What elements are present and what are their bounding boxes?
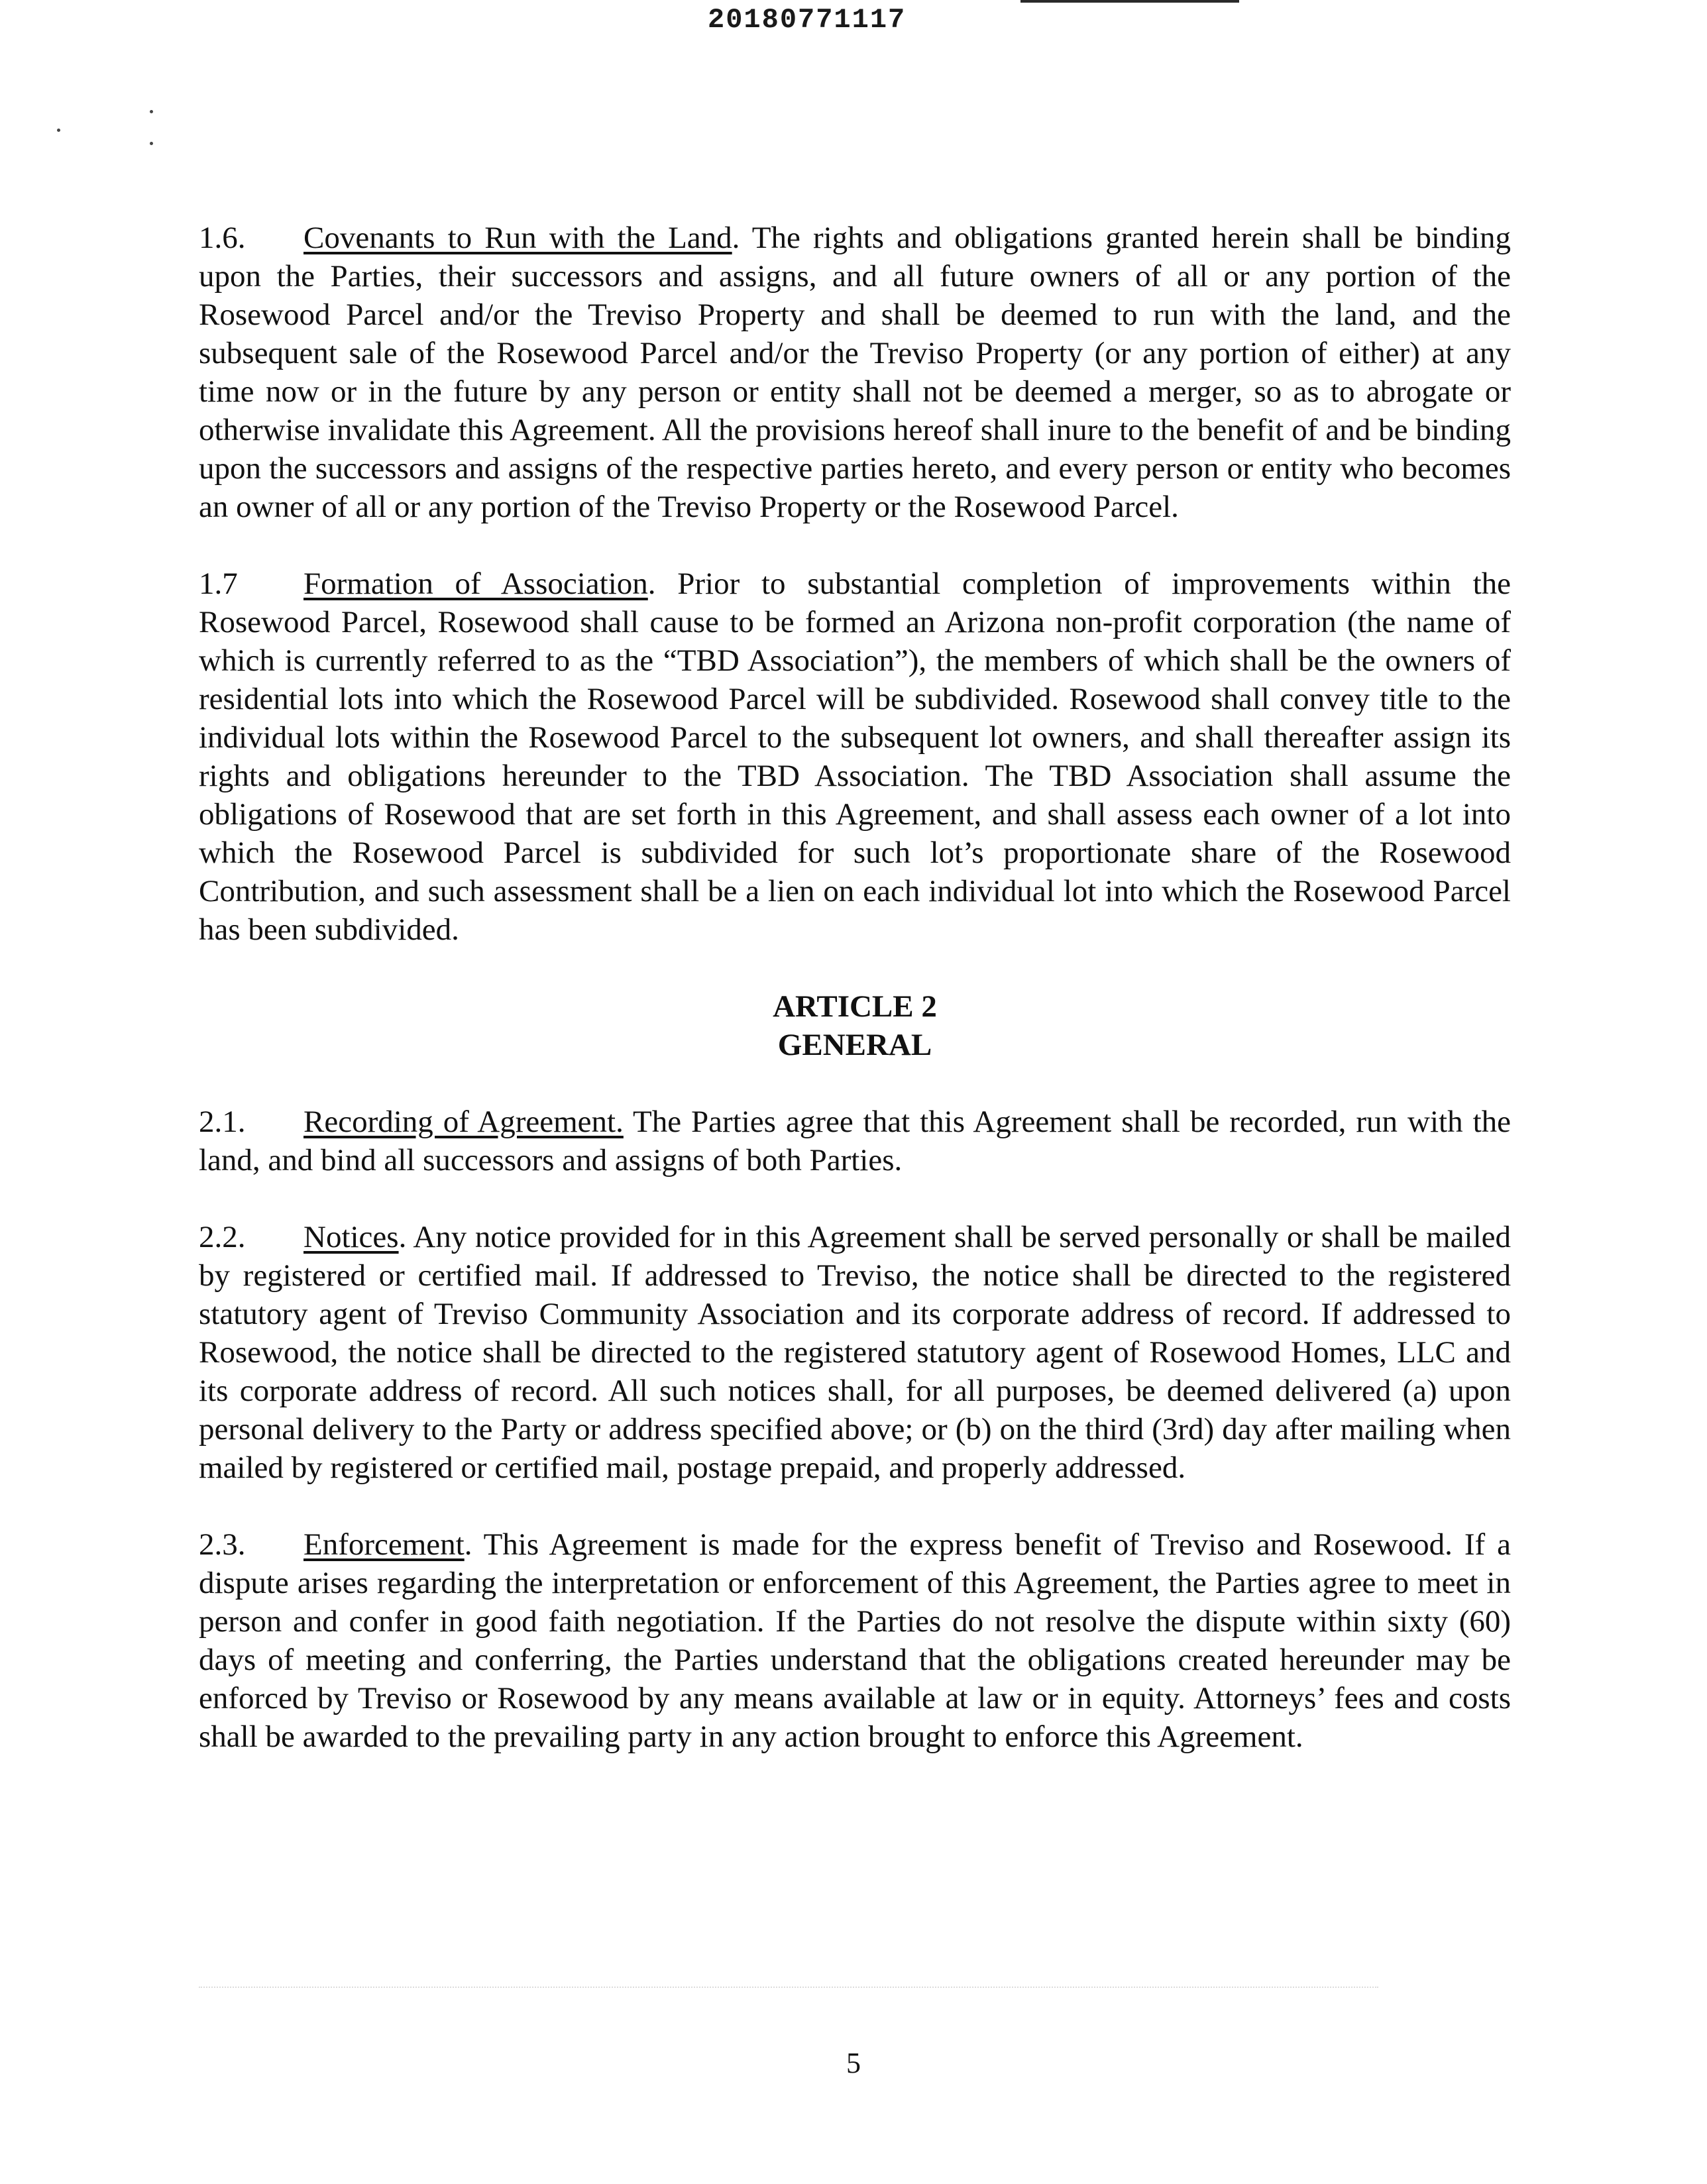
section-number: 1.6. xyxy=(199,221,246,255)
section-title-punct: . xyxy=(732,221,740,255)
section-title: Notices xyxy=(303,1220,399,1254)
scan-noise xyxy=(199,1987,1378,1988)
scan-speck xyxy=(150,142,153,145)
scan-speck xyxy=(57,129,60,132)
section-number: 2.3. xyxy=(199,1527,246,1562)
section-2-1 xyxy=(199,1103,1511,1179)
section-title: Covenants to Run with the Land xyxy=(303,221,732,255)
section-title-punct: . xyxy=(398,1220,407,1254)
top-rule xyxy=(1020,0,1239,3)
section-title: Enforcement xyxy=(303,1527,465,1562)
section-text: The Parties agree that this Agreement shall be recorded, run with the land, and bind all successors and assigns of both Parties. xyxy=(199,1105,1511,1177)
section-2-2 xyxy=(199,1218,1511,1487)
section-1-6 xyxy=(199,219,1511,526)
article-title: GENERAL xyxy=(777,1028,932,1062)
section-title: Recording of Agreement. xyxy=(303,1105,624,1139)
section-number: 1.7 xyxy=(199,567,238,601)
section-title-punct: . xyxy=(647,567,656,601)
article-number: ARTICLE 2 xyxy=(773,989,937,1024)
page-number: 5 xyxy=(846,2047,861,2079)
section-title: Formation of Association xyxy=(303,567,648,601)
scan-speck xyxy=(150,110,153,113)
document-number: 20180771117 xyxy=(708,4,907,36)
section-text: Prior to substantial completion of improvements within the Rosewood Parcel, Rosewood shall cause to be formed an Arizona non-profit corporation (the name of which is currently referred to as the “TBD Association”), the members of which shall be the owners of residential lots into which the Rosewood Parcel will be subdivided. Rosewood shall convey title to the individual lots within the Rosewood Parcel to the subsequent lot owners, and shall thereafter assign its rights and obligations hereunder to the TBD Association. The TBD Association shall assume the obligations of Rosewood that are set forth in this Agreement, and shall assess each owner of a lot into which the Rosewood Parcel is subdivided for such lot’s proportionate share of the Rosewood Contribution, and such assessment shall be a lien on each individual lot into which the Rosewood Parcel has been subdivided. xyxy=(199,567,1511,947)
section-text: Any notice provided for in this Agreement shall be served personally or shall be mailed by registered or certified mail. If addressed to Treviso, the notice shall be directed to the registered statutory agent of Treviso Community Association and its corporate address of record. If addressed to Rosewood, the notice shall be directed to the registered statutory agent of Rosewood Homes, LLC and its corporate address of record. All such notices shall, for all purposes, be deemed delivered (a) upon personal delivery to the Party or address specified above; or (b) on the third (3rd) day after mailing when mailed by registered or certified mail, postage prepaid, and properly addressed. xyxy=(199,1220,1511,1485)
section-number: 2.1. xyxy=(199,1105,246,1139)
section-text: The rights and obligations granted herein shall be binding upon the Parties, their successors and assigns, and all future owners of all or any portion of the Rosewood Parcel and/or the Treviso Property and shall be deemed to run with the land, and the subsequent sale of the Rosewood Parcel and/or the Treviso Property (or any portion of either) at any time now or in the future by any person or entity shall not be deemed a merger, so as to abrogate or otherwise invalidate this Agreement. All the provisions hereof shall inure to the benefit of and be binding upon the successors and assigns of the respective parties hereto, and every person or entity who becomes an owner of all or any portion of the Treviso Property or the Rosewood Parcel. xyxy=(199,221,1511,524)
section-text: This Agreement is made for the express benefit of Treviso and Rosewood. If a dispute arises regarding the interpretation or enforcement of this Agreement, the Parties agree to meet in person and confer in good faith negotiation. If the Parties do not resolve the dispute within sixty (60) days of meeting and conferring, the Parties understand that the obligations created hereunder may be enforced by Treviso or Rosewood by any means available at law or in equity. Attorneys’ fees and costs shall be awarded to the prevailing party in any action brought to enforce this Agreement. xyxy=(199,1527,1511,1754)
section-2-3 xyxy=(199,1525,1511,1756)
document-body xyxy=(199,219,1511,1794)
section-1-7 xyxy=(199,565,1511,949)
article-heading xyxy=(199,987,1511,1064)
section-number: 2.2. xyxy=(199,1220,246,1254)
section-title-punct: . xyxy=(464,1527,472,1562)
